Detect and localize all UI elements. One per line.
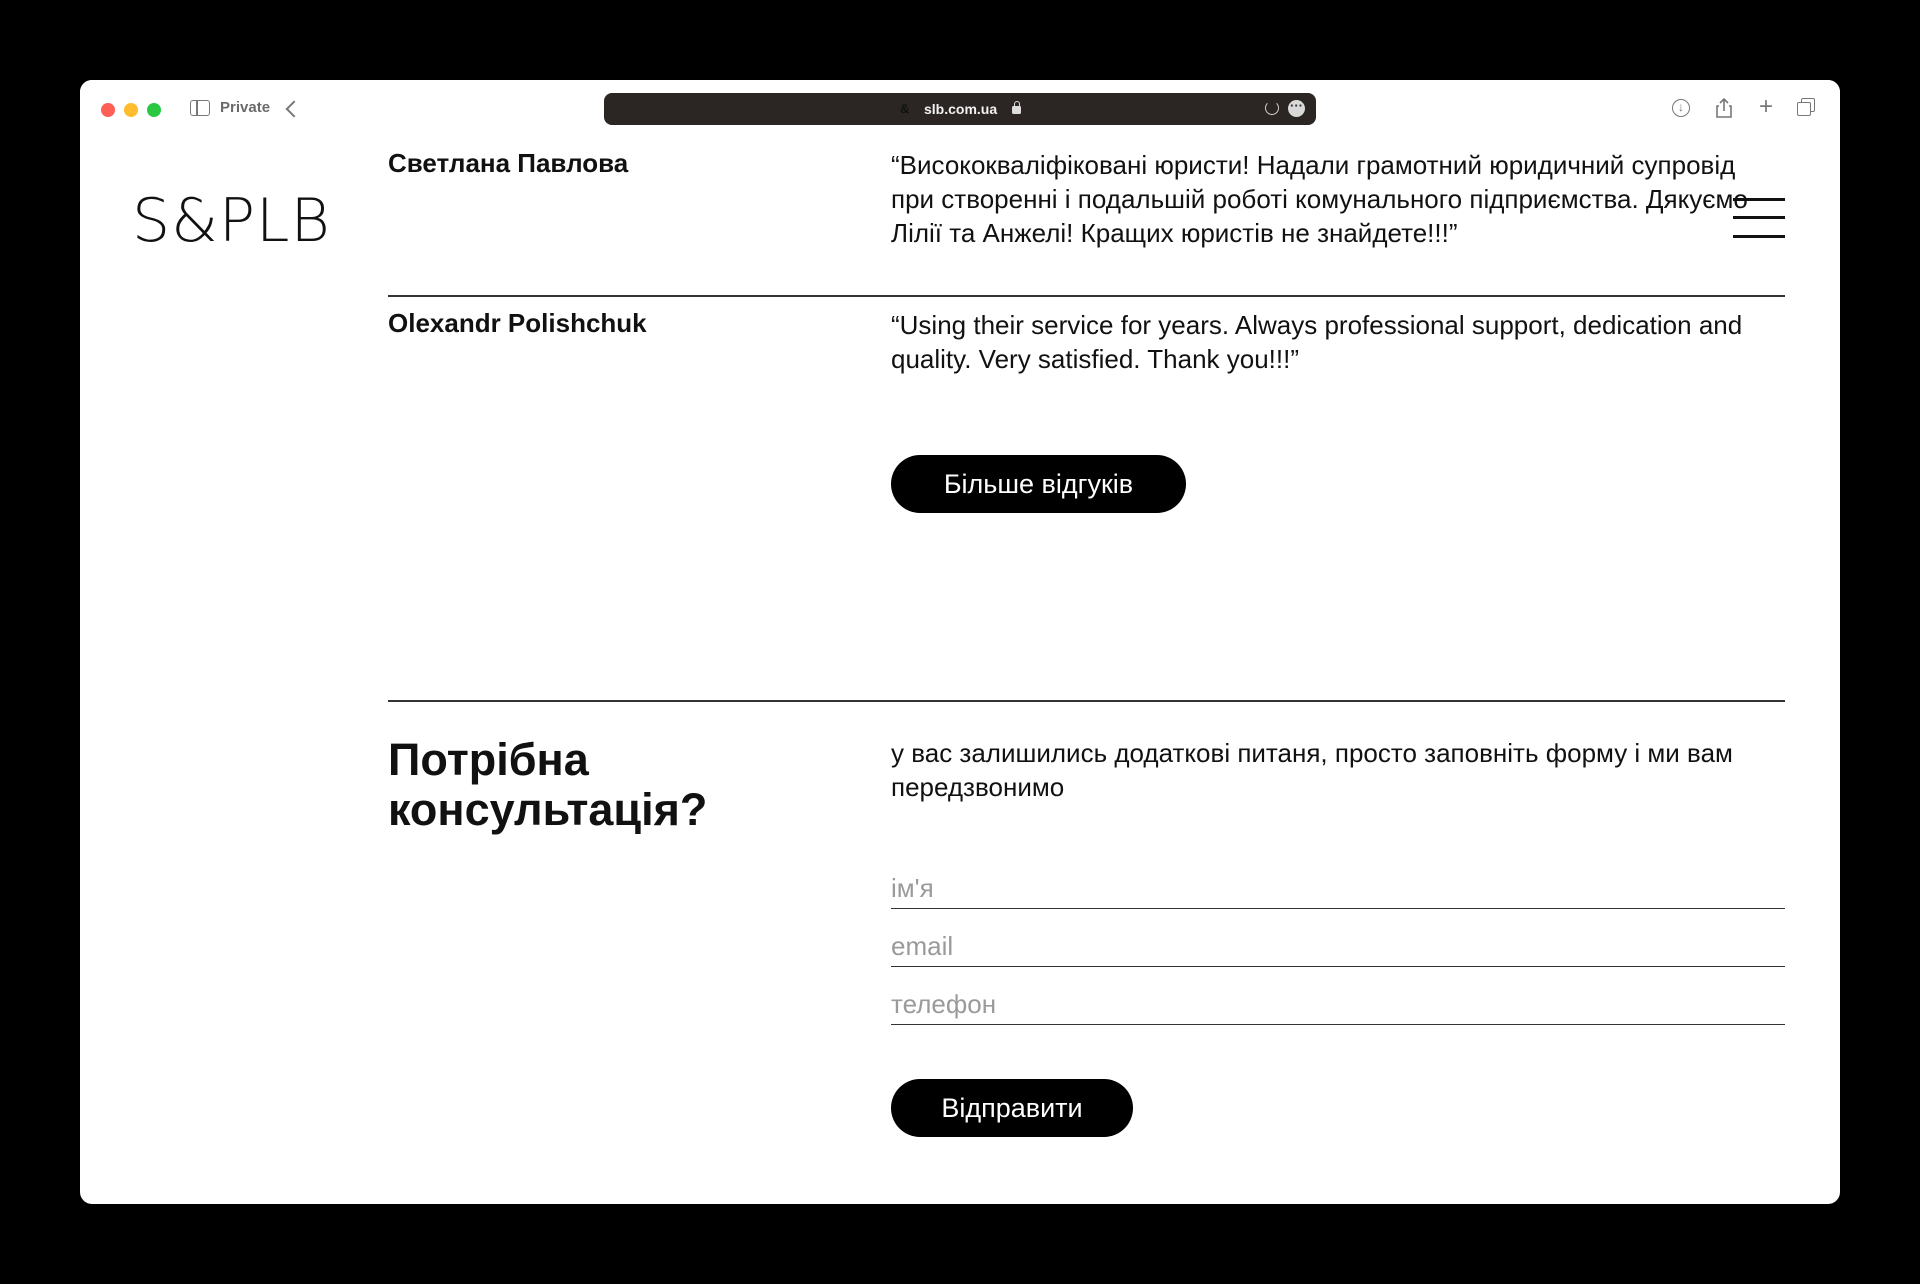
review-divider bbox=[388, 295, 1785, 297]
address-bar[interactable] bbox=[604, 93, 1316, 125]
more-options-icon[interactable]: ··· bbox=[1288, 100, 1305, 117]
share-icon[interactable] bbox=[1714, 97, 1734, 117]
reload-icon[interactable] bbox=[1265, 101, 1279, 115]
close-window-button[interactable] bbox=[101, 103, 115, 117]
consultation-title-line: Потрібна bbox=[388, 734, 589, 785]
consultation-title bbox=[388, 735, 707, 835]
review-text: “Висококваліфіковані юристи! Надали грамотний юридичний супровід при створенні і подальшій роботі комунального підприємства. Дякуємо Лілії та Анжелі! Кращих юристів не знайдете!!!” bbox=[891, 150, 1748, 248]
name-field bbox=[891, 868, 1785, 909]
consultation-description: у вас залишились додаткові питаня, просто заповніть форму і ми вам передзвонимо bbox=[891, 738, 1733, 802]
phone-input[interactable] bbox=[891, 984, 1785, 1024]
reviewer-name: Olexandr Polishchuk bbox=[388, 308, 647, 338]
download-icon[interactable]: ↓ bbox=[1672, 99, 1690, 117]
browser-window bbox=[80, 80, 1840, 1204]
reviewer-name: Светлана Павлова bbox=[388, 148, 629, 178]
more-reviews-button[interactable]: Більше відгуків bbox=[891, 455, 1186, 513]
zoom-window-button[interactable] bbox=[147, 103, 161, 117]
new-tab-icon[interactable]: + bbox=[1758, 93, 1773, 120]
site-logo[interactable]: S&PLB bbox=[132, 186, 331, 256]
phone-field bbox=[891, 984, 1785, 1025]
back-chevron-icon[interactable] bbox=[286, 101, 303, 118]
email-input[interactable] bbox=[891, 926, 1785, 966]
consultation-title-line: консультація? bbox=[388, 784, 708, 835]
sidebar-toggle-icon[interactable] bbox=[190, 100, 210, 116]
private-label: Private bbox=[220, 99, 271, 116]
review-text: “Using their service for years. Always professional support, dedication and quality. Very satisfied. Thank you!!!” bbox=[891, 310, 1743, 374]
lock-icon bbox=[1012, 106, 1021, 114]
email-field bbox=[891, 926, 1785, 967]
name-input[interactable] bbox=[891, 868, 1785, 908]
section-divider bbox=[388, 700, 1785, 702]
site-favicon: & bbox=[900, 101, 910, 116]
minimize-window-button[interactable] bbox=[124, 103, 138, 117]
submit-button[interactable]: Відправити bbox=[891, 1079, 1133, 1137]
tab-overview-icon[interactable] bbox=[1796, 97, 1816, 117]
browser-toolbar bbox=[80, 80, 1840, 136]
url-text: slb.com.ua bbox=[924, 101, 998, 117]
